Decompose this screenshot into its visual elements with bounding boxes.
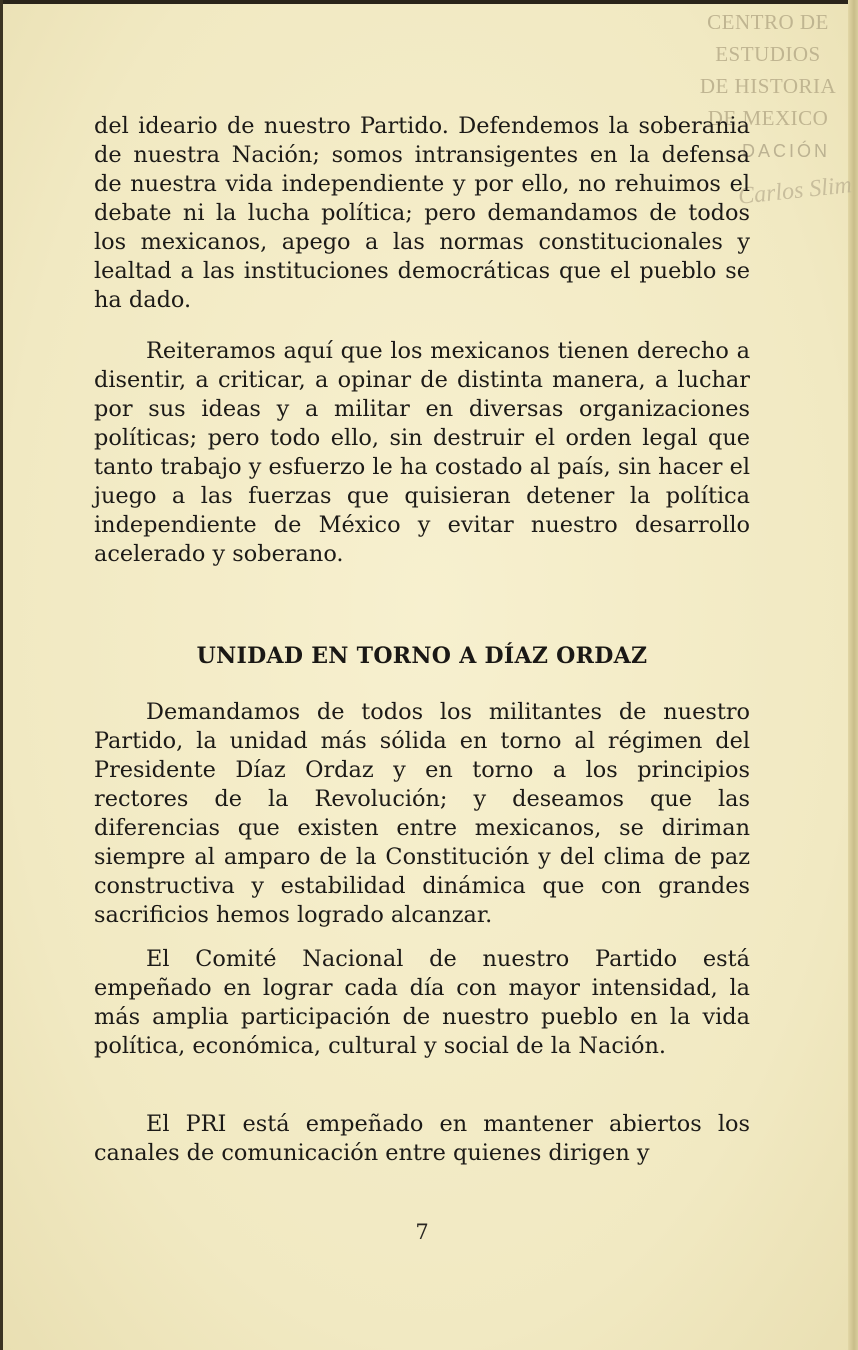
page-right-edge: [848, 0, 858, 1350]
paragraph-4: El Comité Nacional de nuestro Partido está empeñado en lograr cada día con mayor intensidad, la más amplia participación de nuestro pueblo en la vida política, económica, cultural y social de la Nación.: [94, 946, 750, 1059]
watermark-side-text: DACIÓN: [742, 141, 831, 161]
watermark-line-3: DE HISTORIA: [699, 74, 837, 98]
page-left-edge: [0, 0, 3, 1350]
paragraph-1: del ideario de nuestro Partido. Defendemos la soberania de nuestra Nación; somos intransigentes en la defensa de nuestra vida independiente y por ello, no rehuimos el debate ni la lucha política; pero demandamos de todos los mexicanos, apego a las normas constitucionales y lealtad a las instituciones democráticas que el pueblo se ha dado.: [94, 113, 750, 313]
paragraph-5: El PRI está empeñado en mantener abiertos los canales de comunicación entre quienes dirigen y: [94, 1111, 750, 1166]
watermark-line-1: CENTRO DE: [707, 10, 829, 34]
watermark-line-4: DE MEXICO: [707, 106, 829, 130]
paragraph-3: Demandamos de todos los militantes de nuestro Partido, la unidad más sólida en torno al régimen del Presidente Díaz Ordaz y en torno a los principios rectores de la Revolución; y deseamos que las diferencias que existen entre mexicanos, se diriman siempre al amparo de la Constitución y del clima de paz constructiva y estabilidad dinámica que con grandes sacrificios hemos logrado alcanzar.: [94, 699, 750, 928]
section-heading: UNIDAD EN TORNO A DÍAZ ORDAZ: [196, 643, 648, 669]
paragraph-2: Reiteramos aquí que los mexicanos tienen derecho a disentir, a criticar, a opinar de distinta manera, a luchar por sus ideas y a militar en diversas organizaciones políticas; pero todo ello, sin destruir el orden legal que tanto trabajo y esfuerzo le ha costado al país, sin hacer el juego a las fuerzas que quisieran detener la política independiente de México y evitar nuestro desarrollo acelerado y soberano.: [94, 338, 750, 567]
page-top-edge: [0, 0, 858, 4]
page-number: 7: [415, 1220, 429, 1244]
watermark-signature: Carlos Slim: [736, 172, 854, 210]
watermark-line-2: ESTUDIOS: [715, 42, 821, 66]
